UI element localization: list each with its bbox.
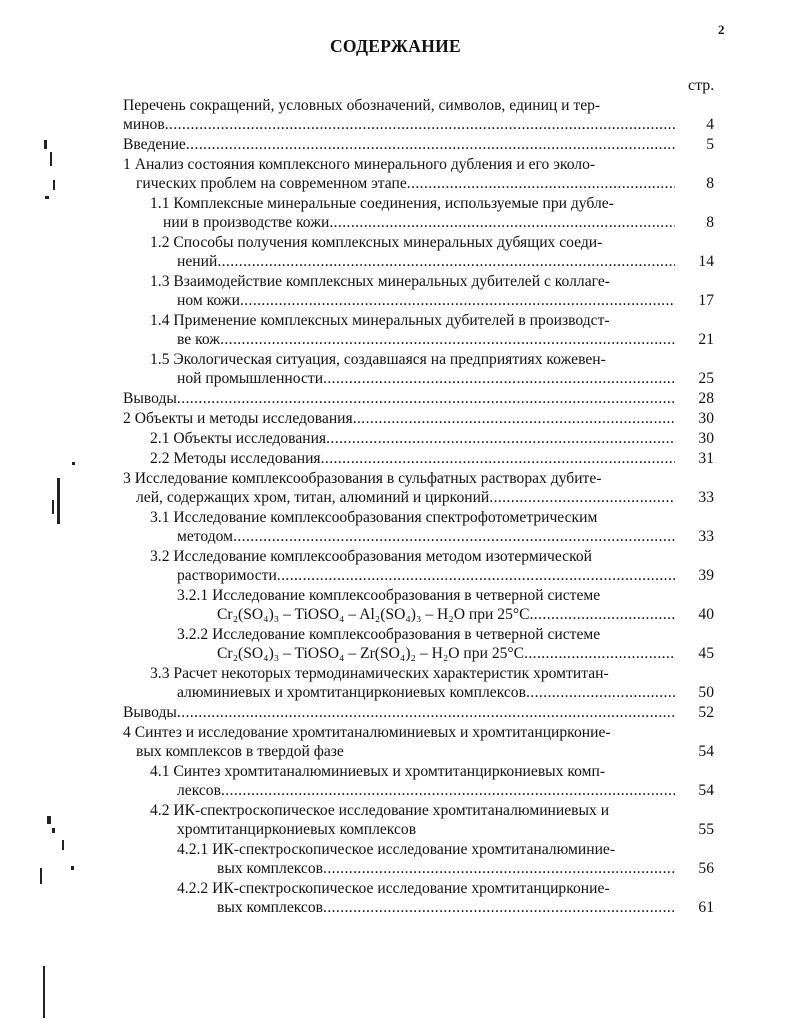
toc-page-number: 4 <box>706 116 714 133</box>
toc-entry[interactable] <box>0 664 791 703</box>
toc-entry[interactable] <box>0 429 791 449</box>
toc-entry-text: вых комплексов <box>217 860 324 877</box>
scan-artifact <box>43 966 45 1018</box>
toc-entry[interactable] <box>0 469 791 508</box>
toc-entry-text: Cr₂(SO₄)₃ – TiOSO₄ – Al₂(SO₄)₃ – H₂O при 25°C <box>217 606 530 623</box>
scan-artifact <box>47 816 51 824</box>
scan-artifact <box>44 140 47 149</box>
toc-page-number: 30 <box>698 430 714 447</box>
toc-entry-text: вых комплексов <box>217 899 324 916</box>
toc-entry[interactable] <box>0 723 791 762</box>
toc-entry[interactable] <box>0 233 791 272</box>
toc-page-number: 25 <box>698 370 714 387</box>
toc-entry-text: 4.2.2 ИК-спектроскопическое исследование хромтитанцирконие- <box>177 880 610 897</box>
page-number: 2 <box>718 22 725 37</box>
toc-entry-text: 2 Объекты и методы исследования <box>123 410 353 427</box>
toc-page-number: 45 <box>698 645 714 662</box>
toc-entry-text: хромтитанциркониевых комплексов <box>177 821 417 838</box>
leader-dots <box>329 213 675 233</box>
leader-dots <box>177 389 675 409</box>
toc-entry-text: Выводы <box>123 704 177 721</box>
toc-entry[interactable] <box>0 508 791 547</box>
toc-entry[interactable] <box>0 194 791 233</box>
leader-dots <box>220 330 675 350</box>
toc-entry-text: Выводы <box>123 390 177 407</box>
toc-page-number: 55 <box>698 821 714 838</box>
toc-page-number: 39 <box>698 567 714 584</box>
toc-entry-text: 4.2.1 ИК-спектроскопическое исследование хромтитаналюминие- <box>177 841 616 858</box>
toc-entry-text: 4 Синтез и исследование хромтитаналюминиевых и хромтитанцирконие- <box>123 724 611 741</box>
toc-page-number: 61 <box>698 899 714 916</box>
toc-entry-text: нии в производстве кожи <box>163 214 330 231</box>
leader-dots <box>165 115 675 135</box>
toc-entry-text: Перечень сокращений, условных обозначений, символов, единиц и тер- <box>123 97 601 114</box>
toc-page-number: 8 <box>706 214 714 231</box>
toc-entry-text: алюминиевых и хромтитанциркониевых комплексов <box>177 684 526 701</box>
toc-entry[interactable] <box>0 135 791 155</box>
toc-entry-text: минов <box>123 116 165 133</box>
toc-entry[interactable] <box>0 625 791 664</box>
toc-entry[interactable] <box>0 409 791 429</box>
toc-entry-text: лей, содержащих хром, титан, алюминий и цирконий <box>136 489 490 506</box>
page-column-label: стр. <box>688 77 715 94</box>
leader-dots <box>524 644 675 664</box>
toc-entry-text: ной промышленности <box>177 370 324 387</box>
table-of-contents <box>0 96 791 918</box>
leader-dots <box>323 369 675 389</box>
toc-entry-text: 1.4 Применение комплексных минеральных дубителей в производст- <box>150 312 610 329</box>
toc-entry-text: гических проблем на современном этапе <box>136 175 407 192</box>
toc-entry-text: растворимости <box>177 567 277 584</box>
scan-artifact <box>62 840 64 850</box>
leader-dots <box>186 135 675 155</box>
leader-dots <box>217 252 675 272</box>
toc-entry[interactable] <box>0 840 791 879</box>
scan-artifact <box>53 180 55 190</box>
toc-entry[interactable] <box>0 801 791 840</box>
leader-dots <box>221 781 675 801</box>
scan-artifact <box>57 478 60 524</box>
leader-dots <box>530 605 676 625</box>
toc-entry-text: 3.2 Исследование комплексообразования методом изотермической <box>150 548 593 565</box>
toc-entry[interactable] <box>0 762 791 801</box>
toc-entry-text: 1.1 Комплексные минеральные соединения, используемые при дубле- <box>150 195 614 212</box>
toc-entry-text: методом <box>177 528 234 545</box>
toc-entry-text: ном кожи <box>177 292 240 309</box>
toc-page-number: 56 <box>698 860 714 877</box>
leader-dots <box>240 291 675 311</box>
toc-entry-text: ве кож <box>177 331 221 348</box>
scan-artifact <box>52 500 54 514</box>
scan-artifact <box>71 866 74 870</box>
scan-artifact <box>72 462 75 465</box>
toc-entry-text: 4.1 Синтез хромтитаналюминиевых и хромтитанциркониевых комп- <box>150 763 606 780</box>
toc-page-number: 30 <box>698 410 714 427</box>
leader-dots <box>177 703 675 723</box>
toc-entry-text: 3.3 Расчет некоторых термодинамических характеристик хромтитан- <box>150 665 609 682</box>
scan-artifact <box>45 196 49 199</box>
toc-entry-text: лексов <box>177 782 221 799</box>
toc-page-number: 54 <box>698 743 714 760</box>
toc-entry[interactable] <box>0 586 791 625</box>
toc-entry[interactable] <box>0 389 791 409</box>
toc-entry-text: 2.1 Объекты исследования <box>150 430 327 447</box>
toc-page-number: 31 <box>698 450 714 467</box>
toc-entry[interactable] <box>0 272 791 311</box>
toc-page-number: 17 <box>698 292 714 309</box>
leader-dots <box>489 488 675 508</box>
leader-dots <box>407 174 675 194</box>
toc-entry-text: нений <box>177 253 218 270</box>
toc-entry[interactable] <box>0 311 791 350</box>
toc-page-number: 28 <box>698 390 714 407</box>
leader-dots <box>321 449 675 469</box>
toc-page-number: 50 <box>698 684 714 701</box>
toc-entry-text: 3.2.2 Исследование комплексообразования в четверной системе <box>177 626 601 643</box>
toc-entry[interactable] <box>0 547 791 586</box>
toc-entry-text: 3.1 Исследование комплексообразования спектрофотометрическим <box>150 509 598 526</box>
leader-dots <box>326 429 675 449</box>
toc-page-number: 14 <box>698 253 714 270</box>
toc-entry[interactable] <box>0 449 791 469</box>
leader-dots <box>277 566 675 586</box>
toc-entry-text: 2.2 Методы исследования <box>150 450 321 467</box>
toc-entry-text: Введение <box>123 136 186 153</box>
toc-entry-text: 1.3 Взаимодействие комплексных минеральных дубителей с коллаге- <box>150 273 610 290</box>
toc-entry-text: 3 Исследование комплексообразования в сульфатных растворах дубите- <box>123 470 602 487</box>
toc-entry-text: Cr₂(SO₄)₃ – TiOSO₄ – Zr(SO₄)₂ – H₂O при 25°C <box>217 645 525 662</box>
toc-entry-text: 4.2 ИК-спектроскопическое исследование хромтитаналюминиевых и <box>150 802 610 819</box>
toc-page-number: 8 <box>706 175 714 192</box>
page-title: СОДЕРЖАНИЕ <box>329 36 461 56</box>
toc-entry-text: 1 Анализ состояния комплексного минерального дубления и его эколо- <box>123 156 596 173</box>
toc-page-number: 33 <box>698 489 714 506</box>
leader-dots <box>353 409 675 429</box>
toc-page-number: 21 <box>698 331 714 348</box>
toc-entry-text: 3.2.1 Исследование комплексообразования в четверной системе <box>177 587 601 604</box>
scan-artifact <box>50 152 52 166</box>
toc-page-number: 5 <box>706 136 714 153</box>
toc-entry[interactable] <box>0 155 791 194</box>
toc-entry-text: 1.2 Способы получения комплексных минеральных дубящих соеди- <box>150 234 603 251</box>
leader-dots <box>233 527 675 547</box>
leader-dots <box>323 859 675 879</box>
toc-page-number: 54 <box>698 782 714 799</box>
leader-dots <box>526 683 675 703</box>
toc-page-number: 52 <box>698 704 714 721</box>
toc-page-number: 40 <box>698 606 714 623</box>
toc-entry[interactable] <box>0 350 791 389</box>
leader-dots <box>323 898 675 918</box>
toc-entry-text: 1.5 Экологическая ситуация, создавшаяся на предприятиях кожевен- <box>150 351 606 368</box>
toc-entry[interactable] <box>0 879 791 918</box>
toc-page-number: 33 <box>698 528 714 545</box>
toc-entry[interactable] <box>0 96 791 135</box>
toc-entry-text: вых комплексов в твердой фазе <box>136 743 344 760</box>
scan-artifact <box>40 868 42 884</box>
toc-entry[interactable] <box>0 703 791 723</box>
scan-artifact <box>52 828 55 833</box>
